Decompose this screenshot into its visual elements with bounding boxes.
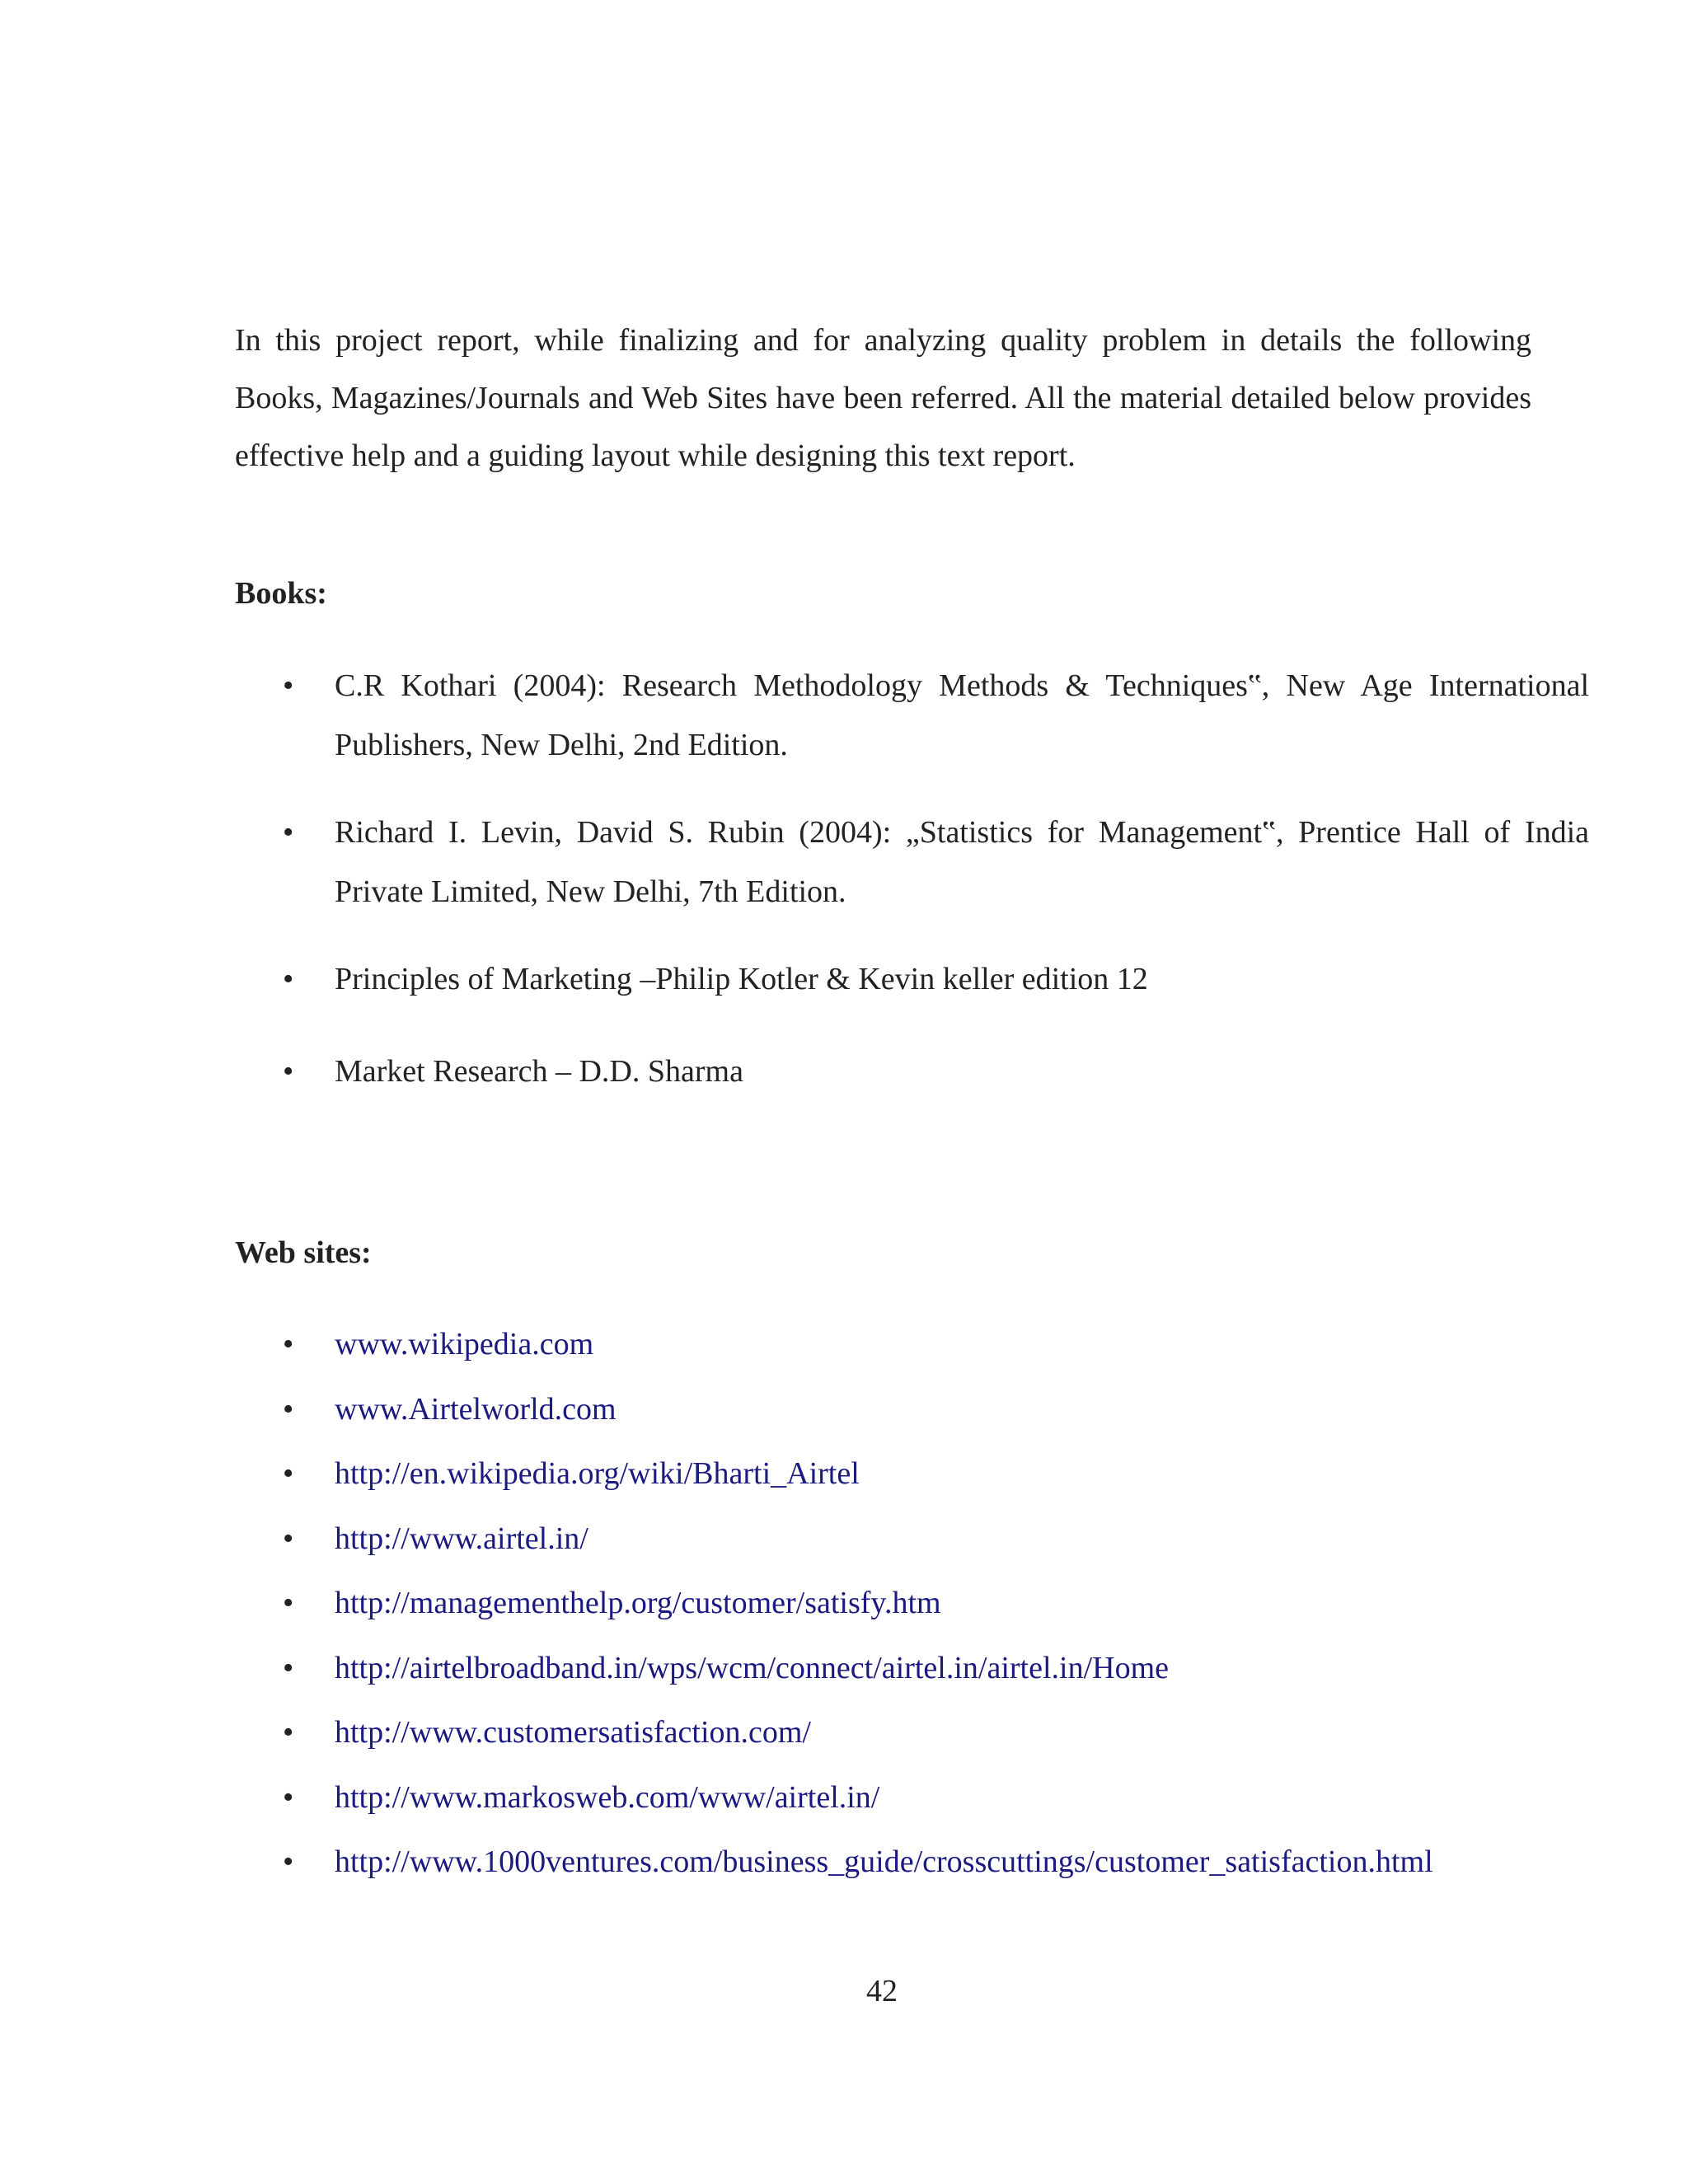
bullet-icon: • bbox=[283, 1715, 294, 1750]
bullet-icon: • bbox=[283, 1650, 294, 1685]
website-item bbox=[235, 1765, 1636, 1830]
website-item bbox=[235, 1636, 1636, 1701]
intro-paragraph: In this project report, while finalizing and for analyzing quality problem in details the following Books, Magazines/Journals and Web Sites have been referred. All the material detailed below provides effective help and a guiding layout while designing this text report. bbox=[235, 323, 1531, 473]
website-item bbox=[235, 1571, 1636, 1636]
website-link[interactable]: http://www.customersatisfaction.com/ bbox=[335, 1715, 811, 1750]
book-item bbox=[235, 656, 1589, 775]
website-item bbox=[235, 1312, 1636, 1377]
websites-list bbox=[235, 1312, 1636, 1895]
page-number: 42 bbox=[866, 1974, 898, 2008]
bullet-icon: • bbox=[283, 1779, 294, 1815]
books-list bbox=[235, 656, 1589, 1101]
website-item bbox=[235, 1441, 1636, 1507]
book-item bbox=[235, 949, 1589, 1009]
bullet-icon: • bbox=[283, 1844, 294, 1879]
website-item bbox=[235, 1700, 1636, 1765]
bullet-icon: • bbox=[283, 815, 294, 850]
website-item bbox=[235, 1507, 1636, 1572]
book-citation: Richard I. Levin, David S. Rubin (2004): „Statistics for Management‟, Prentice Hall of India Private Limited, New Delhi, 7th Edition. bbox=[335, 815, 1589, 909]
website-link[interactable]: http://www.markosweb.com/www/airtel.in/ bbox=[335, 1779, 880, 1815]
website-link[interactable]: http://www.airtel.in/ bbox=[335, 1521, 588, 1556]
bullet-icon: • bbox=[283, 962, 294, 996]
website-link[interactable]: http://en.wikipedia.org/wiki/Bharti_Airtel bbox=[335, 1456, 860, 1491]
website-link[interactable]: http://www.1000ventures.com/business_guide/crosscuttings/customer_satisfaction.html bbox=[335, 1844, 1433, 1879]
bullet-icon: • bbox=[283, 1521, 294, 1556]
website-link[interactable]: www.Airtelworld.com bbox=[335, 1391, 617, 1427]
book-citation: Principles of Marketing –Philip Kotler & Kevin keller edition 12 bbox=[335, 962, 1148, 996]
bullet-icon: • bbox=[283, 668, 294, 703]
bullet-icon: • bbox=[283, 1586, 294, 1620]
book-item bbox=[235, 1042, 1589, 1101]
website-link[interactable]: http://managementhelp.org/customer/satisfy.htm bbox=[335, 1586, 941, 1620]
books-heading: Books: bbox=[235, 576, 327, 611]
bullet-icon: • bbox=[283, 1327, 294, 1361]
book-citation: Market Research – D.D. Sharma bbox=[335, 1054, 743, 1089]
website-item bbox=[235, 1377, 1636, 1442]
bullet-icon: • bbox=[283, 1054, 294, 1089]
book-item bbox=[235, 803, 1589, 921]
website-item bbox=[235, 1830, 1636, 1895]
bullet-icon: • bbox=[283, 1456, 294, 1491]
website-link[interactable]: http://airtelbroadband.in/wps/wcm/connect/airtel.in/airtel.in/Home bbox=[335, 1650, 1169, 1685]
book-citation: C.R Kothari (2004): Research Methodology Methods & Techniques‟, New Age International Publishers, New Delhi, 2nd Edition. bbox=[335, 668, 1589, 762]
websites-heading: Web sites: bbox=[235, 1235, 372, 1270]
bullet-icon: • bbox=[283, 1391, 294, 1427]
website-link[interactable]: www.wikipedia.com bbox=[335, 1327, 594, 1361]
